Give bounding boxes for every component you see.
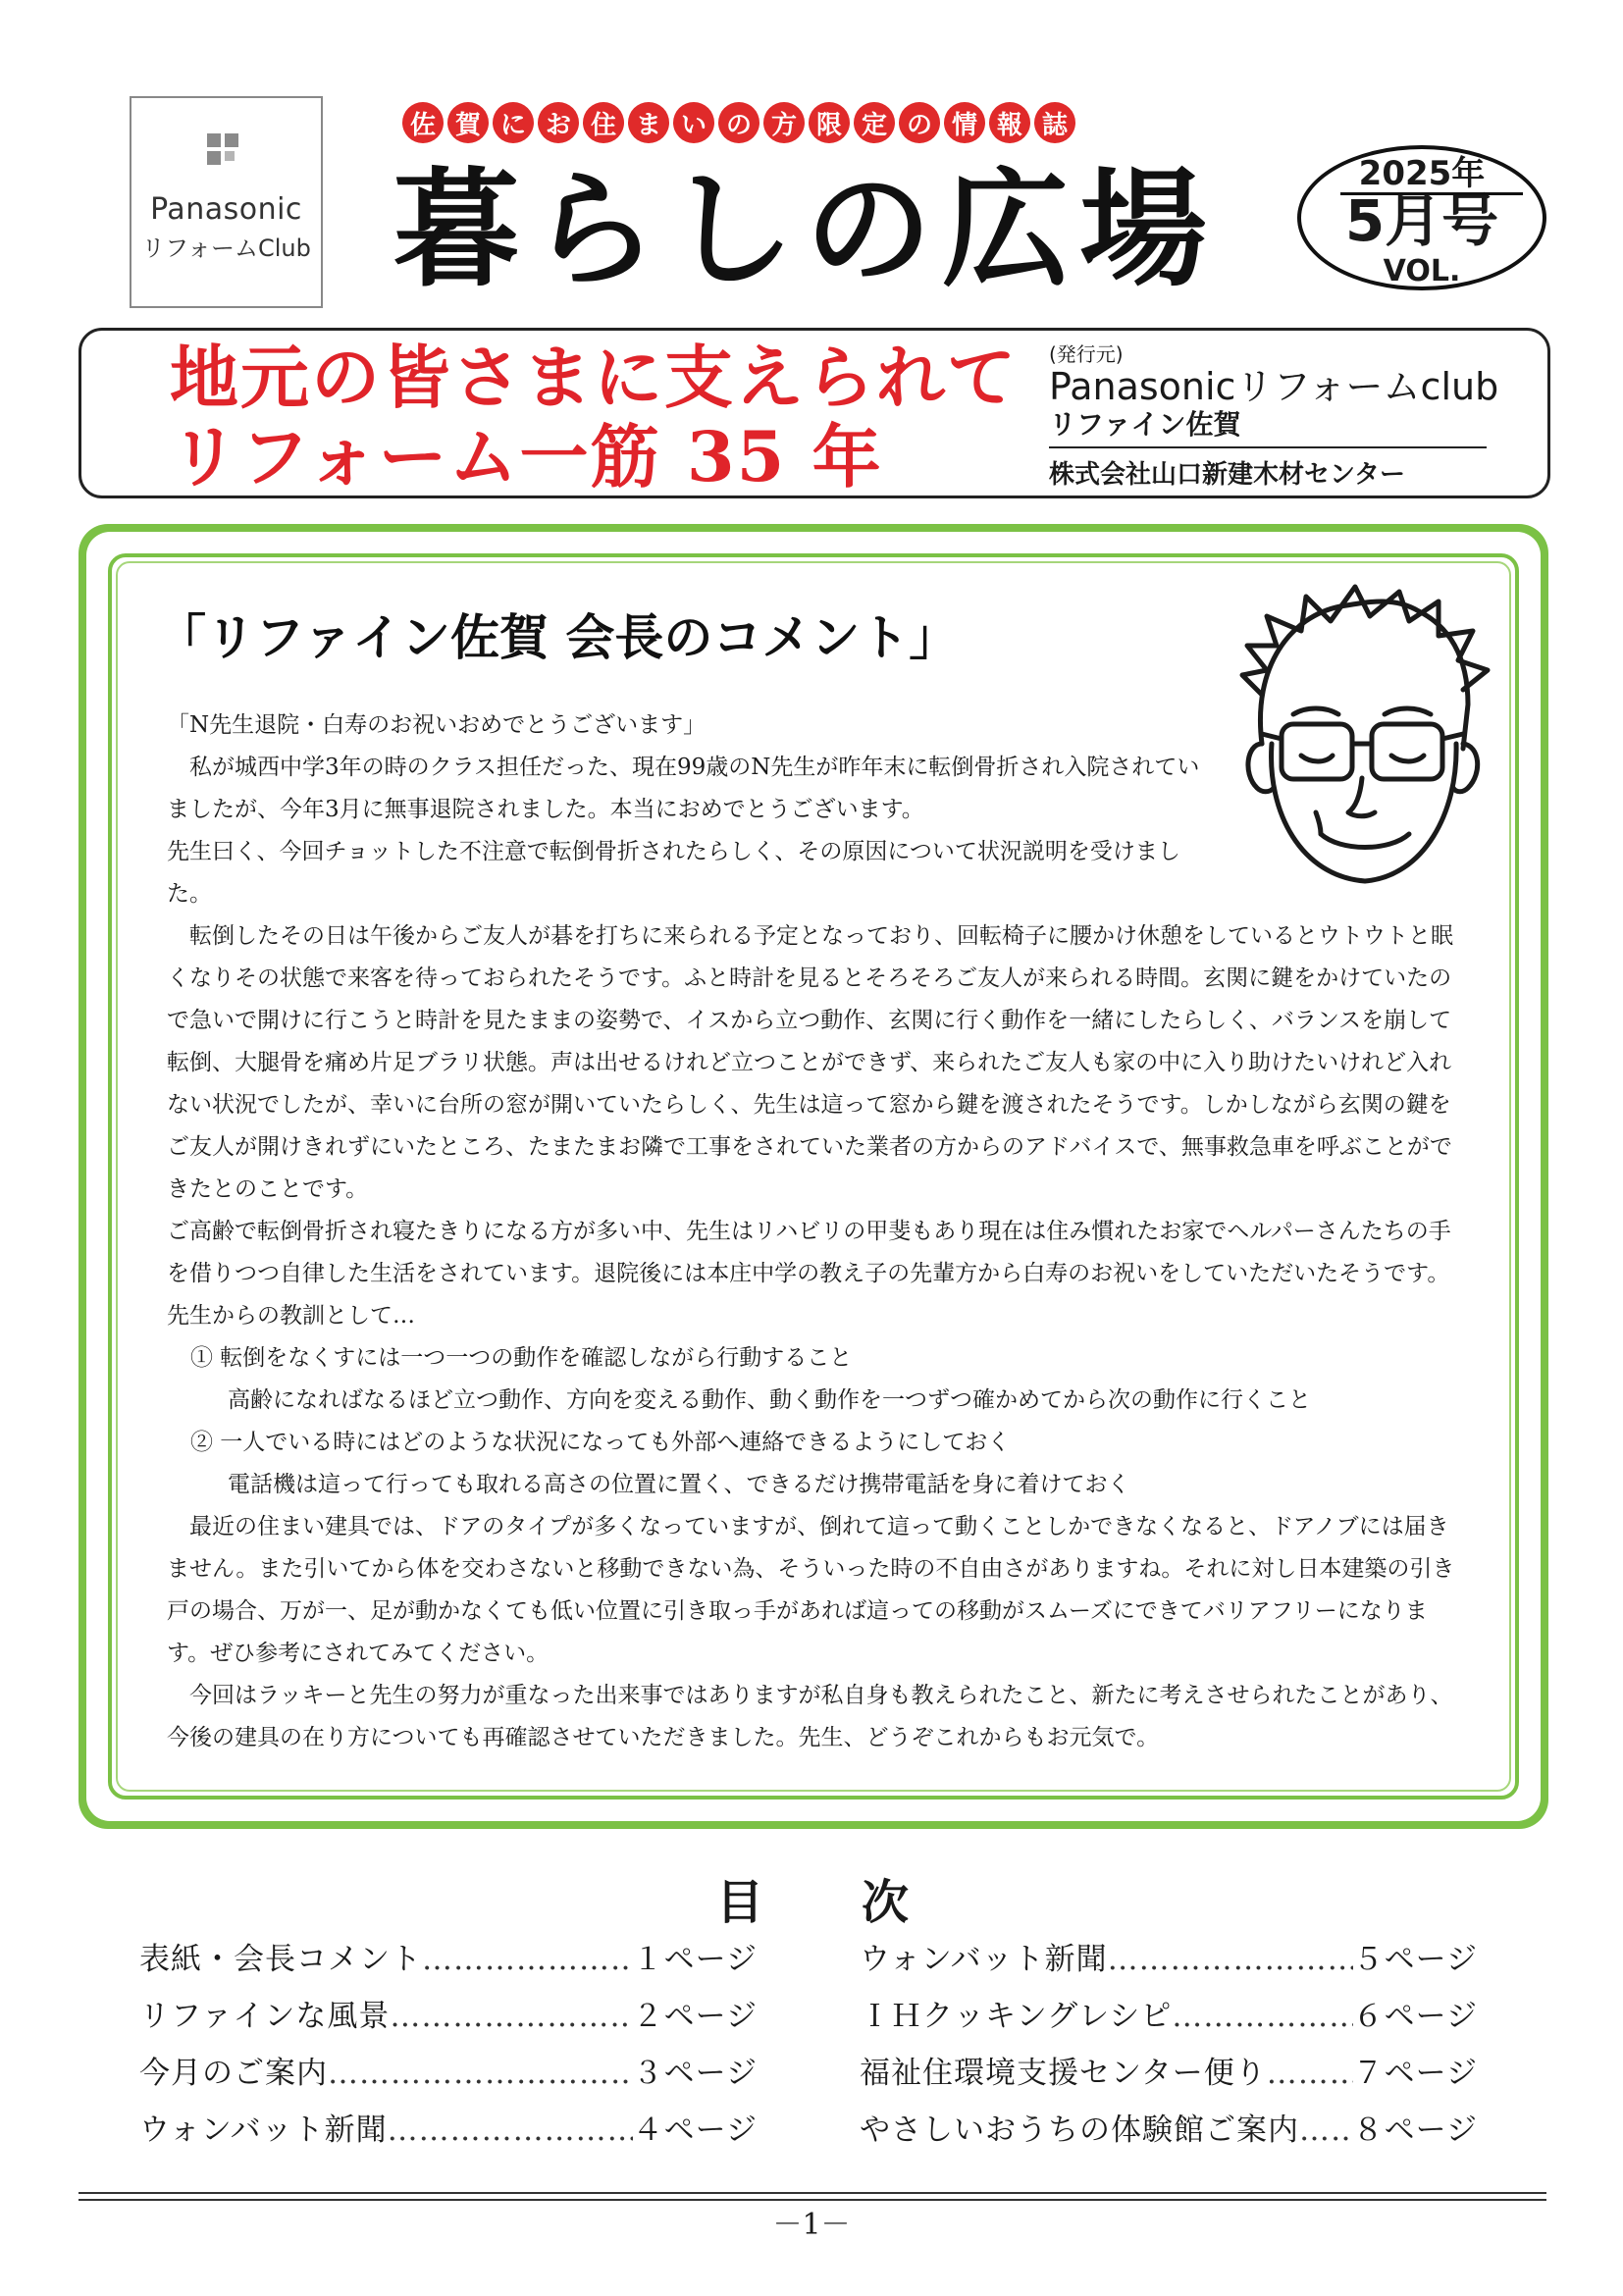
toc-entry-title: 表紙・会長コメント: [139, 1942, 422, 1977]
footer-divider: [79, 2192, 1546, 2194]
toc-entry-title: リファインな風景: [139, 1999, 391, 2034]
tagline-char: お: [538, 102, 579, 143]
tagline-char: の: [899, 102, 940, 143]
panasonic-logo: [130, 96, 323, 308]
logo-sub: リフォームClub: [141, 235, 311, 262]
toc-entry[interactable]: [860, 2045, 1478, 2102]
tagline-char: の: [718, 102, 759, 143]
toc-leader: [328, 2045, 633, 2102]
publisher-label: (発行元): [1049, 342, 1124, 366]
publisher-company: 株式会社山口新建木材センター: [1049, 460, 1405, 491]
newsletter-title: 暮らしの広場: [393, 155, 1218, 304]
comment-body: [167, 704, 1462, 1759]
tagline: [402, 102, 1075, 143]
toc-heading: 目次: [716, 1875, 1008, 1930]
toc-entry-page: ３ページ: [632, 2056, 758, 2091]
comment-paragraph: 先生曰く、今回チョットした不注意で転倒骨折されたらしく、その原因について状況説明を受けました。: [167, 839, 1180, 907]
issue-year: 2025年: [1358, 154, 1486, 193]
toc-entry-title: ウォンバット新聞: [860, 1942, 1108, 1977]
tagline-char: 佐: [402, 102, 444, 143]
toc-right-column: [860, 1931, 1478, 2159]
toc-entry[interactable]: [860, 1931, 1478, 1988]
lesson-detail: 高齢になればなるほど立つ動作、方向を変える動作、動く動作を一つずつ確かめてから次の動作に行くこと: [228, 1387, 1311, 1413]
subtitle-heading: [170, 339, 1018, 496]
page-number: －1－: [772, 2208, 851, 2242]
toc-entry-title: 今月のご案内: [139, 2056, 328, 2091]
toc-entry[interactable]: [139, 2102, 758, 2159]
toc-leader: [390, 1988, 632, 2045]
comment-paragraph: 先生からの教訓として…: [167, 1303, 415, 1329]
toc-leader: [1299, 2102, 1353, 2159]
tagline-char: い: [673, 102, 714, 143]
tagline-char: 限: [809, 102, 850, 143]
comment-paragraph: 最近の住まい建具では、ドアのタイプが多くなっていますが、倒れて這って動くことしかできなくなると、ドアノブには届きません。また引いてから体を交わさないと移動できない為、そういった時の不自由さがありますね。それに対し日本建築の引き戸の場合、万が一、足が動かなくても低い位置に引き取っ手があれば這っての移動がスムーズにできてバリアフリーになります。ぜひ参考にされてみてください。: [167, 1514, 1455, 1666]
toc-entry-page: １ページ: [632, 1942, 758, 1977]
tagline-char: に: [493, 102, 534, 143]
subtitle-line-2: リフォーム一筋 35 年: [170, 415, 883, 497]
toc-entry[interactable]: [860, 2102, 1478, 2159]
comment-paragraph: 私が城西中学3年の時のクラス担任だった、現在99歳のN先生が昨年末に転倒骨折され入院されていましたが、今年3月に無事退院されました。本当におめでとうございます。: [167, 755, 1200, 822]
tagline-char: 定: [854, 102, 895, 143]
logo-brand: Panasonic: [150, 192, 302, 227]
subtitle-line-1: 地元の皆さまに支えられて: [170, 337, 1018, 418]
lesson-item: ① 転倒をなくすには一つ一つの動作を確認しながら行動すること: [190, 1345, 853, 1371]
toc-entry-title: ウォンバット新聞: [139, 2113, 388, 2148]
issue-vol: VOL.: [1383, 254, 1461, 288]
tagline-char: 報: [989, 102, 1030, 143]
publisher-brand: Panasonicリフォームclub: [1049, 365, 1499, 408]
publisher-block: [1049, 339, 1498, 491]
toc-entry-title: やさしいおうちの体験館ご案内: [860, 2113, 1299, 2148]
tagline-char: 情: [944, 102, 985, 143]
comment-paragraph: ご高齢で転倒骨折され寝たきりになる方が多い中、先生はリハビリの甲斐もあり現在は住み慣れたお家でヘルパーさんたちの手を借りつつ自律した生活をされています。退院後には本庄中学の教え子の先輩方から白寿のお祝いをしていただいたそうです。: [167, 1219, 1451, 1286]
issue-badge: [1297, 145, 1546, 290]
toc-entry-title: 福祉住環境支援センター便り: [860, 2056, 1267, 2091]
toc-leader: [1172, 1988, 1352, 2045]
toc-left-column: [139, 1931, 758, 2159]
issue-month: 5月号: [1344, 187, 1499, 254]
toc-entry-page: ４ページ: [632, 2113, 758, 2148]
toc-entry-page: ６ページ: [1352, 1999, 1478, 2034]
toc-leader: [422, 1931, 633, 1988]
publisher-divider: [1049, 446, 1487, 448]
tagline-char: 誌: [1034, 102, 1075, 143]
toc-entry-page: ２ページ: [632, 1999, 758, 2034]
comment-paragraph: 今回はラッキーと先生の努力が重なった出来事ではありますが私自身も教えられたこと、新たに考えさせられたことがあり、今後の建具の在り方についても再確認させていただきました。先生、どうぞこれからもお元気で。: [167, 1683, 1453, 1750]
tagline-char: 住: [583, 102, 624, 143]
tagline-char: 方: [763, 102, 805, 143]
toc-leader: [388, 2102, 633, 2159]
lesson-item: ② 一人でいる時にはどのような状況になっても外部へ連絡できるようにしておく: [190, 1430, 1011, 1455]
toc-entry[interactable]: [139, 1931, 758, 1988]
toc-entry[interactable]: [139, 1988, 758, 2045]
logo-squares-icon: [207, 133, 246, 173]
toc-entry-page: ７ページ: [1352, 2056, 1478, 2091]
toc-leader: [1108, 1931, 1353, 1988]
publisher-sub: リファイン佐賀: [1049, 407, 1241, 441]
tagline-char: 賀: [447, 102, 489, 143]
tagline-char: ま: [628, 102, 669, 143]
lesson-detail: 電話機は這って行っても取れる高さの位置に置く、できるだけ携帯電話を身に着けておく: [228, 1472, 1130, 1497]
comment-paragraph: 「N先生退院・白寿のお祝いおめでとうございます」: [167, 712, 707, 738]
toc-entry-title: ＩＨクッキングレシピ: [860, 1999, 1173, 2034]
issue-divider: [1340, 192, 1523, 195]
toc-entry[interactable]: [860, 1988, 1478, 2045]
comment-paragraph: 転倒したその日は午後からご友人が碁を打ちに来られる予定となっており、回転椅子に腰かけ休憩をしているとウトウトと眠くなりその状態で来客を待っておられたそうです。ふと時計を見るとそろそろご友人が来られる時間。玄関に鍵をかけていたので急いで開けに行こうと時計を見たままの姿勢で、イスから立つ動作、玄関に行く動作を一緒にしたらしく、バランスを崩して転倒、大腿骨を痛め片足ブラリ状態。声は出せるけれど立つことができず、来られたご友人も家の中に入り助けたいけれど入れない状況でしたが、幸いに台所の窓が開いていたらしく、先生は這って窓から鍵を渡されたそうです。しかしながら玄関の鍵をご友人が開けきれずにいたところ、たまたまお隣で工事をされていた業者の方からのアドバイスで、無事救急車を呼ぶことができたとのことです。: [167, 923, 1453, 1202]
subtitle-box: [79, 328, 1550, 498]
comment-heading: 「リファイン佐賀 会長のコメント」: [157, 609, 959, 666]
toc-leader: [1267, 2045, 1353, 2102]
toc-entry-page: ５ページ: [1352, 1942, 1478, 1977]
toc-entry-page: ８ページ: [1352, 2113, 1478, 2148]
toc-entry[interactable]: [139, 2045, 758, 2102]
